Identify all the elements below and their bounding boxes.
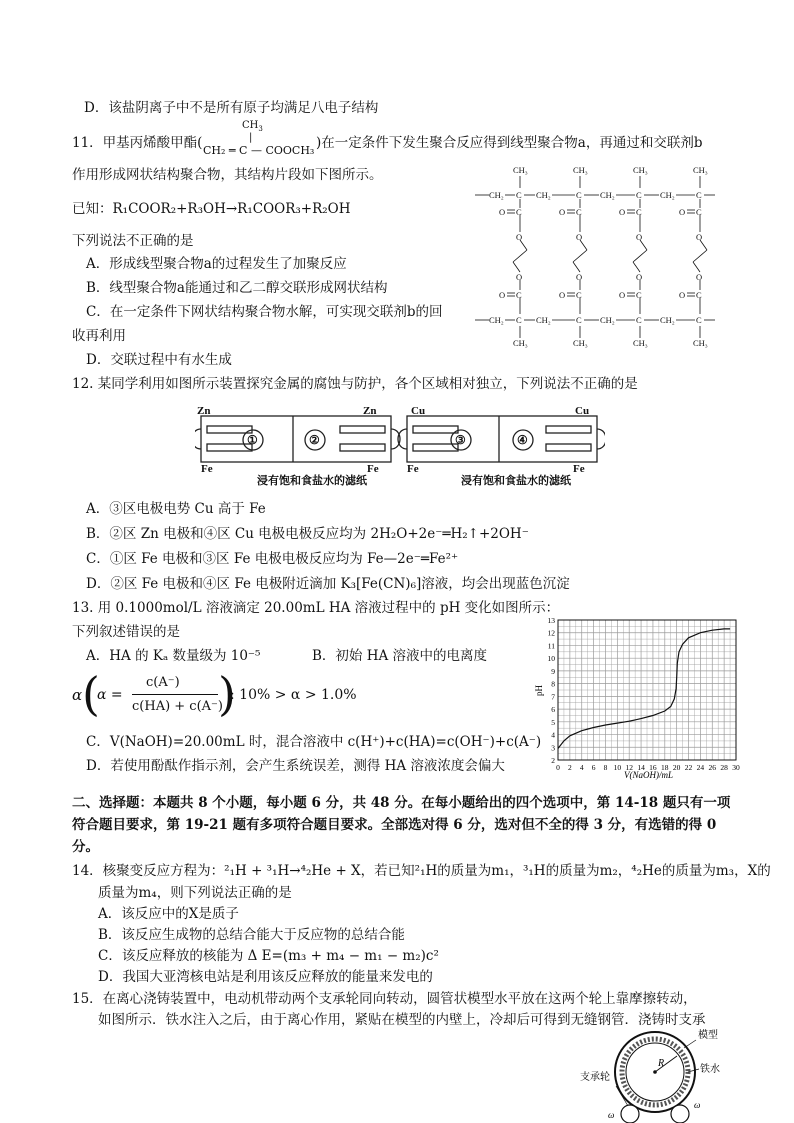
o-label: O bbox=[619, 207, 626, 217]
x-tick-label: 16 bbox=[649, 763, 657, 772]
zone-3: ③ bbox=[455, 433, 466, 447]
c-label: C bbox=[636, 207, 642, 217]
o-label: O bbox=[576, 232, 583, 242]
ch2-label: CH₂ bbox=[536, 315, 551, 325]
q12-option-c: C．①区 Fe 电极和③区 Fe 电极电极反应均为 Fe—2e⁻═Fe²⁺ bbox=[86, 551, 459, 567]
alpha-left-paren: ( bbox=[82, 667, 100, 721]
ph-curve bbox=[558, 629, 730, 749]
centrifugal-casting-figure bbox=[580, 1026, 730, 1123]
q11-formula-bond: | bbox=[249, 132, 253, 143]
alpha-symbol: α bbox=[72, 686, 83, 704]
y-tick-label: 5 bbox=[551, 717, 555, 727]
o-label: O bbox=[679, 290, 686, 300]
q14-option-c: C．该反应释放的核能为 Δ E=(m₃ + m₄ − m₁ − m₂)c² bbox=[98, 948, 439, 964]
iron-label: 铁水 bbox=[700, 1064, 720, 1075]
q11-option-c-line1: C．在一定条件下网状结构聚合物水解，可实现交联剂b的回 bbox=[86, 304, 443, 320]
crosslink-atoms bbox=[499, 207, 702, 300]
c-label: C bbox=[516, 207, 522, 217]
y-tick-label: 7 bbox=[551, 692, 555, 702]
ch3-label: CH₃ bbox=[573, 165, 588, 175]
fe-label: Fe bbox=[201, 463, 213, 475]
fe-label: Fe bbox=[407, 463, 419, 475]
ch3-label: CH₃ bbox=[693, 338, 708, 348]
x-tick-label: 24 bbox=[696, 763, 705, 772]
o-label: O bbox=[696, 272, 703, 282]
ch2-label: CH₂ bbox=[600, 315, 615, 325]
x-tick-label: 26 bbox=[708, 763, 717, 772]
y-tick-label: 4 bbox=[551, 730, 555, 740]
chart-grid bbox=[558, 620, 736, 760]
ch3-label: CH₃ bbox=[513, 165, 528, 175]
omega-left: ω bbox=[608, 1110, 615, 1120]
zone-4: ④ bbox=[517, 433, 528, 447]
o-label: O bbox=[636, 272, 643, 282]
o-label: O bbox=[679, 207, 686, 217]
q14-stem-1: 14．核聚变反应方程为：²₁H + ³₁H→⁴₂He + X，若已知²₁H的质量为m₁，³₁H的质量为m₂，⁴₂He的质量为m₃，X的 bbox=[72, 863, 771, 879]
c-label: C bbox=[636, 190, 642, 200]
q12-option-b: B．②区 Zn 电极和④区 Cu 电极电极反应均为 2H₂O+2e⁻═H₂↑+2OH⁻ bbox=[86, 526, 529, 542]
q13-question: 下列叙述错误的是 bbox=[72, 624, 180, 640]
q11-stem-2: 作用形成网状结构聚合物，其结构片段如下图所示。 bbox=[72, 167, 383, 183]
x-tick-label: 12 bbox=[625, 763, 633, 772]
ch2-label: CH₂ bbox=[489, 315, 504, 325]
ch2-label: CH₂ bbox=[489, 190, 504, 200]
fe-label: Fe bbox=[367, 463, 379, 475]
c-label: C bbox=[576, 315, 582, 325]
q15-stem-1: 15．在离心浇铸装置中，电动机带动两个支承轮同向转动，圆管状模型水平放在这两个轮上靠摩擦转动， bbox=[72, 991, 697, 1007]
q13-option-a: A．HA 的 Kₐ 数量级为 10⁻⁵ bbox=[86, 648, 261, 664]
q11-option-d: D．交联过程中有水生成 bbox=[86, 352, 232, 368]
fraction-numerator: c(A⁻) bbox=[146, 675, 180, 690]
q13-option-c: C．V(NaOH)=20.00mL 时，混合溶液中 c(H⁺)+c(HA)=c(OH⁻)+c(A⁻) bbox=[86, 734, 542, 750]
y-tick-label: 6 bbox=[551, 705, 555, 715]
o-label: O bbox=[559, 207, 566, 217]
support-wheel-right bbox=[671, 1105, 689, 1123]
q11-option-c-line2: 收再利用 bbox=[72, 328, 126, 344]
c-label: C bbox=[516, 190, 522, 200]
titration-curve-chart bbox=[530, 612, 746, 780]
x-tick-label: 6 bbox=[591, 763, 596, 772]
c-label: C bbox=[636, 315, 642, 325]
q11-stem-a: 11．甲基丙烯酸甲酯( bbox=[72, 135, 203, 151]
x-tick-label: 4 bbox=[579, 763, 584, 772]
o-label: O bbox=[619, 290, 626, 300]
alpha-right-paren: ) bbox=[218, 667, 236, 721]
y-tick-label: 8 bbox=[551, 679, 555, 689]
x-tick-label: 18 bbox=[661, 763, 669, 772]
q11-stem-b: )在一定条件下发生聚合反应得到线型聚合物a，再通过和交联剂b bbox=[316, 135, 703, 151]
ch2-label: CH₂ bbox=[660, 190, 675, 200]
fraction-bar bbox=[132, 694, 218, 695]
q11-option-a: A．形成线型聚合物a的过程发生了加聚反应 bbox=[86, 256, 347, 272]
y-tick-label: 2 bbox=[551, 756, 555, 765]
paper-caption-right: 浸有饱和食盐水的滤纸 bbox=[461, 475, 571, 487]
zone-1: ① bbox=[247, 433, 258, 447]
x-tick-label: 8 bbox=[603, 763, 608, 772]
radius-label: R bbox=[658, 1058, 665, 1069]
chart-ticks bbox=[548, 616, 741, 772]
center-point bbox=[653, 1070, 657, 1074]
q13-option-b: B．初始 HA 溶液中的电离度 bbox=[312, 648, 488, 664]
y-tick-label: 12 bbox=[547, 628, 555, 638]
c-label: C bbox=[516, 315, 522, 325]
paper-caption-left: 浸有饱和食盐水的滤纸 bbox=[257, 475, 367, 487]
q14-option-d: D．我国大亚湾核电站是利用该反应释放的能量来发电的 bbox=[98, 969, 433, 985]
q11-known: 已知：R₁COOR₂+R₃OH→R₁COOR₃+R₂OH bbox=[72, 201, 351, 217]
wheel-label: 支承轮 bbox=[580, 1072, 610, 1083]
alpha-range: : 10% > α > 1.0% bbox=[230, 687, 357, 703]
zn-label: Zn bbox=[363, 405, 377, 417]
ch2-label: CH₂ bbox=[600, 190, 615, 200]
model-label: 模型 bbox=[698, 1030, 718, 1041]
c-label: C bbox=[576, 290, 582, 300]
q11-question: 下列说法不正确的是 bbox=[72, 233, 194, 249]
q14-stem-2: 质量为m₄，则下列说法正确的是 bbox=[98, 885, 292, 901]
q13-option-d: D．若使用酚酞作指示剂，会产生系统误差，测得 HA 溶液浓度会偏大 bbox=[86, 758, 505, 774]
ch3-label: CH₃ bbox=[513, 338, 528, 348]
q12-stem: 12. 某同学利用如图所示装置探究金属的腐蚀与防护，各个区域相对独立，下列说法不正确的是 bbox=[72, 376, 638, 392]
x-tick-label: 22 bbox=[684, 763, 693, 772]
q14-option-b: B．该反应生成物的总结合能大于反应物的总结合能 bbox=[98, 927, 405, 943]
model-leader bbox=[684, 1040, 696, 1048]
omega-right: ω bbox=[694, 1100, 701, 1110]
q10-option-d: D．该盐阴离子中不是所有原子均满足八电子结构 bbox=[84, 100, 379, 116]
ch3-label: CH₃ bbox=[633, 165, 648, 175]
cu-label: Cu bbox=[411, 405, 426, 417]
x-tick-label: 30 bbox=[732, 763, 740, 772]
q12-corrosion-figure bbox=[195, 404, 605, 494]
x-axis-label: V(NaOH)/mL bbox=[624, 770, 673, 780]
o-label: O bbox=[516, 272, 523, 282]
ch2-label: CH₂ bbox=[660, 315, 675, 325]
fraction-denominator: c(HA) + c(A⁻) bbox=[132, 699, 223, 714]
q15-stem-2: 如图所示．铁水注入之后，由于离心作用，紧贴在模型的内壁上，冷却后可得到无缝钢管．浇铸时支承 bbox=[98, 1012, 706, 1028]
section2-heading-3: 分。 bbox=[72, 839, 99, 855]
q14-option-a: A．该反应中的X是质子 bbox=[98, 906, 239, 922]
x-tick-label: 14 bbox=[637, 763, 645, 772]
support-wheel-left bbox=[621, 1105, 639, 1123]
o-label: O bbox=[499, 290, 506, 300]
o-label: O bbox=[576, 272, 583, 282]
paper-strip-left bbox=[195, 416, 400, 462]
c-label: C bbox=[636, 290, 642, 300]
c-label: C bbox=[516, 290, 522, 300]
o-label: O bbox=[516, 232, 523, 242]
section2-heading-2: 符合题目要求，第 19-21 题有多项符合题目要求。全部选对得 6 分，选对但不全的得 3 分，有选错的得 0 bbox=[72, 817, 717, 833]
y-tick-label: 13 bbox=[547, 616, 555, 625]
c-label: C bbox=[696, 290, 702, 300]
o-label: O bbox=[559, 290, 566, 300]
fe-label: Fe bbox=[573, 463, 585, 475]
o-label: O bbox=[499, 207, 506, 217]
section2-heading-1: 二、选择题：本题共 8 个小题，每小题 6 分，共 48 分。在每小题给出的四个选项中，第 14-18 题只有一项 bbox=[72, 795, 731, 811]
y-tick-label: 3 bbox=[551, 743, 555, 753]
ch2-label: CH₂ bbox=[536, 190, 551, 200]
x-tick-label: 20 bbox=[672, 763, 681, 772]
q12-option-a: A．③区电极电势 Cu 高于 Fe bbox=[86, 501, 266, 517]
cu-label: Cu bbox=[575, 405, 590, 417]
c-label: C bbox=[576, 190, 582, 200]
paper-strip-right bbox=[398, 416, 605, 462]
y-axis-label: pH bbox=[534, 685, 544, 696]
x-tick-label: 28 bbox=[720, 763, 728, 772]
ch3-label: CH₃ bbox=[693, 165, 708, 175]
alpha-definition: α = bbox=[97, 687, 123, 703]
c-label: C bbox=[576, 207, 582, 217]
ch3-label: CH₃ bbox=[633, 338, 648, 348]
q13-stem: 13. 用 0.1000mol/L 溶液滴定 20.00mL HA 溶液过程中的 pH 变化如图所示： bbox=[72, 600, 560, 616]
crosslink-bonds bbox=[507, 176, 703, 338]
polymer-labels bbox=[475, 165, 715, 348]
o-label: O bbox=[636, 232, 643, 242]
x-tick-label: 0 bbox=[556, 763, 560, 772]
x-tick-label: 2 bbox=[567, 763, 572, 772]
y-tick-label: 11 bbox=[547, 641, 555, 651]
q11-polymer-structure-figure bbox=[475, 162, 715, 352]
y-tick-label: 10 bbox=[547, 654, 555, 664]
o-label: O bbox=[696, 232, 703, 242]
q12-option-d: D．②区 Fe 电极和④区 Fe 电极附近滴加 K₃[Fe(CN)₆]溶液，均会出现蓝色沉淀 bbox=[86, 576, 570, 592]
q11-formula-ch3: $CH_3$ bbox=[242, 120, 263, 133]
ch3-label: CH₃ bbox=[573, 338, 588, 348]
q11-formula-main: CH₂ ═ C — COOCH₃ bbox=[203, 144, 315, 157]
x-tick-label: 10 bbox=[613, 763, 622, 772]
c-label: C bbox=[696, 190, 702, 200]
q11-option-b: B．线型聚合物a能通过和乙二醇交联形成网状结构 bbox=[86, 280, 388, 296]
y-tick-label: 9 bbox=[551, 666, 555, 676]
c-label: C bbox=[696, 207, 702, 217]
zn-label: Zn bbox=[197, 405, 211, 417]
c-label: C bbox=[696, 315, 702, 325]
zone-2: ② bbox=[309, 433, 320, 447]
